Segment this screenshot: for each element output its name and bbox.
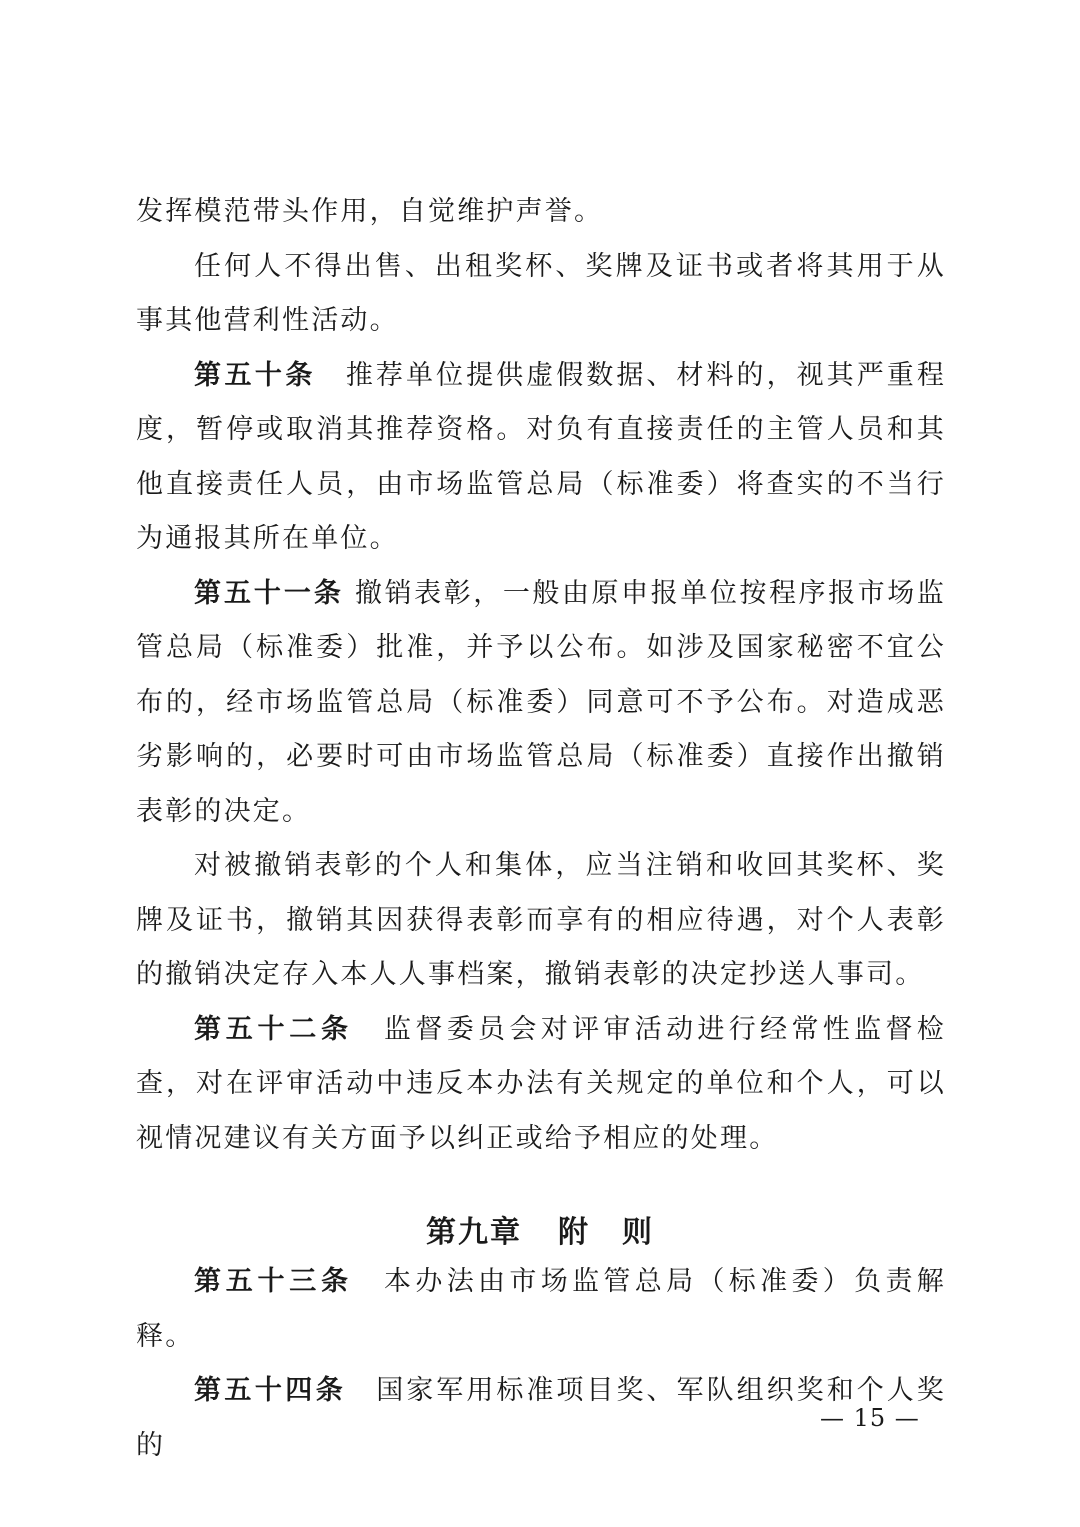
article-50 <box>136 349 946 567</box>
article-51 <box>136 567 946 840</box>
article-number: 第五十条 <box>194 359 316 391</box>
page-number: — 15 — <box>820 1404 920 1432</box>
body-text-lower <box>136 1255 946 1473</box>
chapter-heading <box>0 1206 1080 1260</box>
article-53 <box>136 1255 946 1364</box>
chapter-number: 第九章 <box>426 1215 522 1250</box>
paragraph-text: 本办法由市场监管总局（标准委）负责解释。 <box>136 1266 947 1352</box>
paragraph <box>136 839 946 1003</box>
article-number: 第五十四条 <box>194 1375 347 1406</box>
article-52 <box>136 1003 946 1167</box>
chapter-name: 附 则 <box>558 1215 654 1250</box>
article-number: 第五十三条 <box>194 1266 353 1297</box>
paragraph-text: 对被撤销表彰的个人和集体，应当注销和收回其奖杯、奖牌及证书，撤销其因获得表彰而享有的相应待遇，对个人表彰的撤销决定存入本人人事档案，撤销表彰的决定抄送人事司。 <box>136 850 946 990</box>
paragraph-text: 任何人不得出售、出租奖杯、奖牌及证书或者将其用于从事其他营利性活动。 <box>136 250 946 336</box>
article-number: 第五十二条 <box>194 1013 353 1045</box>
paragraph-continuation <box>136 185 946 240</box>
paragraph <box>136 240 946 349</box>
body-text-upper <box>136 185 946 1166</box>
paragraph-text: 发挥模范带头作用，自觉维护声誉。 <box>136 196 604 227</box>
paragraph-text: 监督委员会对评审活动进行经常性监督检查，对在评审活动中违反本办法有关规定的单位和个人，可以视情况建议有关方面予以纠正或给予相应的处理。 <box>136 1013 947 1154</box>
paragraph-text: 国家军用标准项目奖、军队组织奖和个人奖的 <box>136 1375 947 1461</box>
paragraph-text: 撤销表彰，一般由原申报单位按程序报市场监管总局（标准委）批准，并予以公布。如涉及国家秘密不宜公布的，经市场监管总局（标准委）同意可不予公布。对造成恶劣影响的，必要时可由市场监管总局（标准委）直接作出撤销表彰的决定。 <box>136 577 946 827</box>
article-number: 第五十一条 <box>194 577 344 609</box>
paragraph-text: 推荐单位提供虚假数据、材料的，视其严重程度，暂停或取消其推荐资格。对负有直接责任的主管人员和其他直接责任人员，由市场监管总局（标准委）将查实的不当行为通报其所在单位。 <box>136 359 947 554</box>
